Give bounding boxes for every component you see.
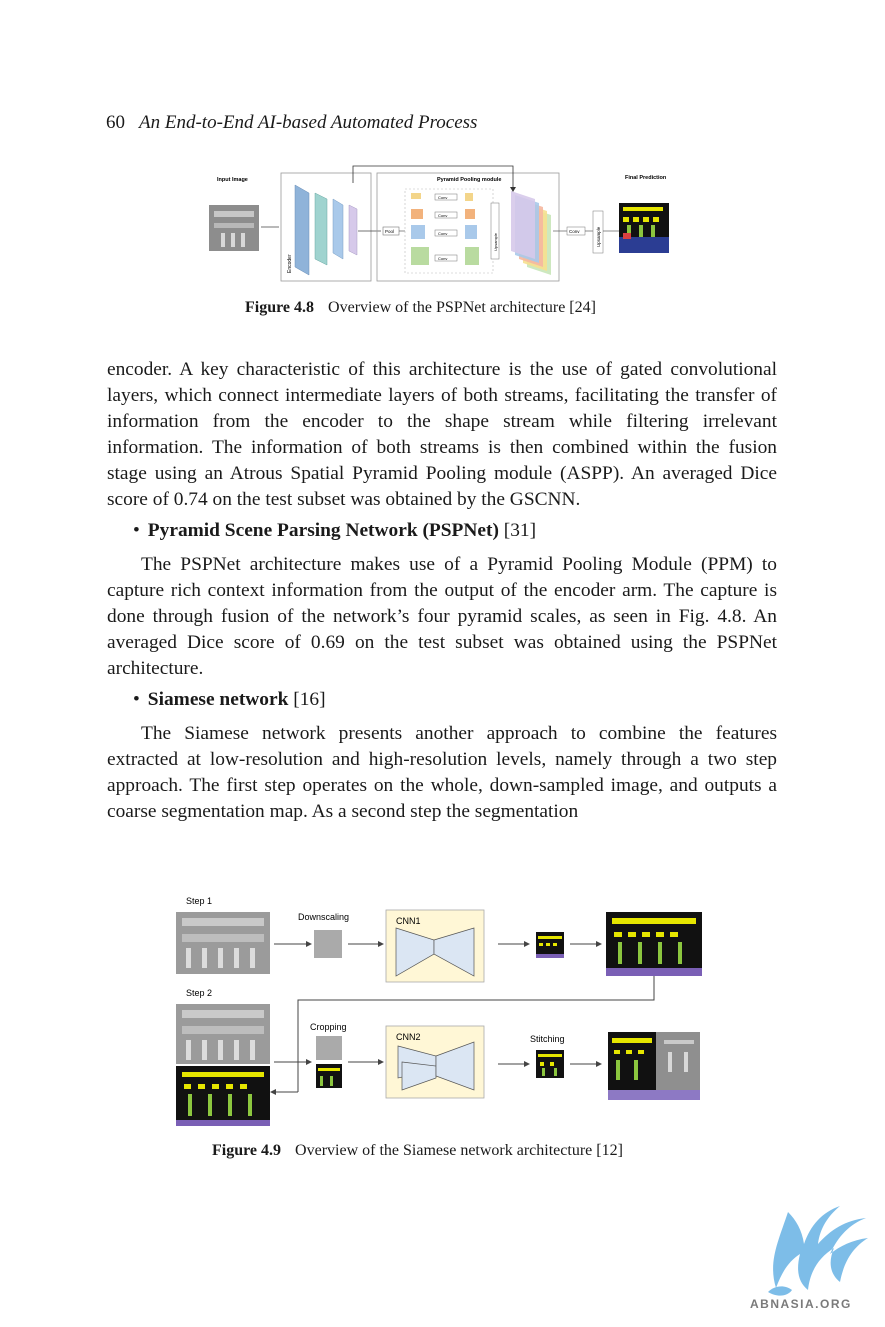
encoder-layer-3 <box>333 199 343 259</box>
step2-input-image <box>176 1004 270 1064</box>
conv-label-4: Conv <box>438 256 448 261</box>
input-image-thumbnail <box>209 205 259 251</box>
encoder-layer-2 <box>315 193 327 265</box>
page-number: 60 <box>106 112 125 133</box>
final-conv-label: Conv <box>569 229 580 234</box>
encoder-layer-1 <box>295 185 309 275</box>
upscaled-segmentation <box>606 912 702 976</box>
figure-4-8-caption <box>245 299 596 317</box>
encoder-layer-4 <box>349 205 357 255</box>
conv-label-3: Conv <box>438 231 448 236</box>
watermark-text: ABNASIA.ORG <box>750 1297 852 1311</box>
coarse-segmentation <box>536 932 564 958</box>
figure-4-9-caption-text: Overview of the Siamese network architecture [12] <box>295 1142 623 1159</box>
siamese-diagram <box>172 892 712 1130</box>
conv-label-1: Conv <box>438 195 448 200</box>
step2-label: Step 2 <box>186 988 213 998</box>
watermark <box>748 1192 880 1324</box>
encoder-label: Encoder <box>287 254 293 273</box>
cnn1-label: CNN1 <box>396 916 421 926</box>
step1-label: Step 1 <box>186 896 213 906</box>
bullet-pspnet-title: Pyramid Scene Parsing Network (PSPNet) <box>147 520 499 541</box>
bullet-siamese-ref: [16] <box>293 689 326 710</box>
pool-label: Pool <box>385 229 395 234</box>
fine-segmentation-crop <box>536 1050 564 1078</box>
cropping-label: Cropping <box>310 1022 347 1032</box>
pooling-branch-3 <box>411 225 477 239</box>
final-upsample-label: Upsample <box>596 226 601 247</box>
stitching-label: Stitching <box>530 1034 565 1044</box>
step2-coarse-map <box>176 1066 270 1126</box>
body-text <box>107 357 777 825</box>
bullet-pspnet-ref: [31] <box>503 520 537 541</box>
watermark-bird-icon <box>768 1206 868 1296</box>
running-title: An End-to-End AI-based Automated Process <box>139 112 478 133</box>
pooling-branch-2 <box>411 209 475 219</box>
upsample-label-inner: Upsample <box>493 232 498 251</box>
stitched-segmentation <box>608 1032 700 1100</box>
final-prediction-map <box>619 203 669 253</box>
figure-4-8-label: Figure 4.8 <box>245 299 315 316</box>
pooling-branch-4 <box>411 247 479 265</box>
conv-label-2: Conv <box>438 213 448 218</box>
input-image-label: Input Image <box>217 177 248 183</box>
figure-4-8-caption-text: Overview of the PSPNet architecture [24] <box>328 299 596 316</box>
paragraph-1: encoder. A key characteristic of this architecture is the use of gated convolutional layers, which connect intermediate layers of both streams, facilitating the transfer of information from the encoder to the shape stream while filtering irrelevant information. The information of both streams is then combined within the fusion stage using an Atrous Spatial Pyramid Pooling module (ASPP). An averaged Dice score of 0.74 on the test subset was obtained by the GSCNN. <box>107 359 777 510</box>
step1-input-image <box>176 912 270 974</box>
cropped-coarse-map <box>316 1064 342 1088</box>
bullet-siamese: • Siamese network [16] <box>133 689 326 710</box>
bullet-pspnet: • Pyramid Scene Parsing Network (PSPNet) [31] <box>133 520 537 541</box>
paragraph-3: The Siamese network presents another approach to combine the features extracted at low-resolution and high-resolution levels, namely through a two step approach. The first step operates on the whole, down-sampled image, and outputs a coarse segmentation map. As a second step the segmentation <box>107 723 777 822</box>
downscaled-image <box>314 930 342 958</box>
pyramid-pooling-label: Pyramid Pooling module <box>437 177 502 183</box>
figure-4-9-label: Figure 4.9 <box>212 1142 282 1159</box>
pspnet-diagram <box>205 163 675 285</box>
cnn2-label: CNN2 <box>396 1032 421 1042</box>
final-prediction-label: Final Prediction <box>625 175 667 181</box>
running-header <box>106 112 477 134</box>
downscaling-label: Downscaling <box>298 912 350 922</box>
cropped-image <box>316 1036 342 1060</box>
concat-feature-stack <box>511 191 551 275</box>
bullet-siamese-title: Siamese network <box>147 689 289 710</box>
pooling-branch-1 <box>411 193 473 201</box>
paragraph-2: The PSPNet architecture makes use of a Pyramid Pooling Module (PPM) to capture rich context information from the output of the encoder arm. The capture is done through fusion of the network’s four pyramid scales, as seen in Fig. 4.8. An averaged Dice score of 0.69 on the test subset was obtained using the PSPNet architecture. <box>107 554 777 679</box>
figure-4-9-caption <box>212 1142 623 1160</box>
